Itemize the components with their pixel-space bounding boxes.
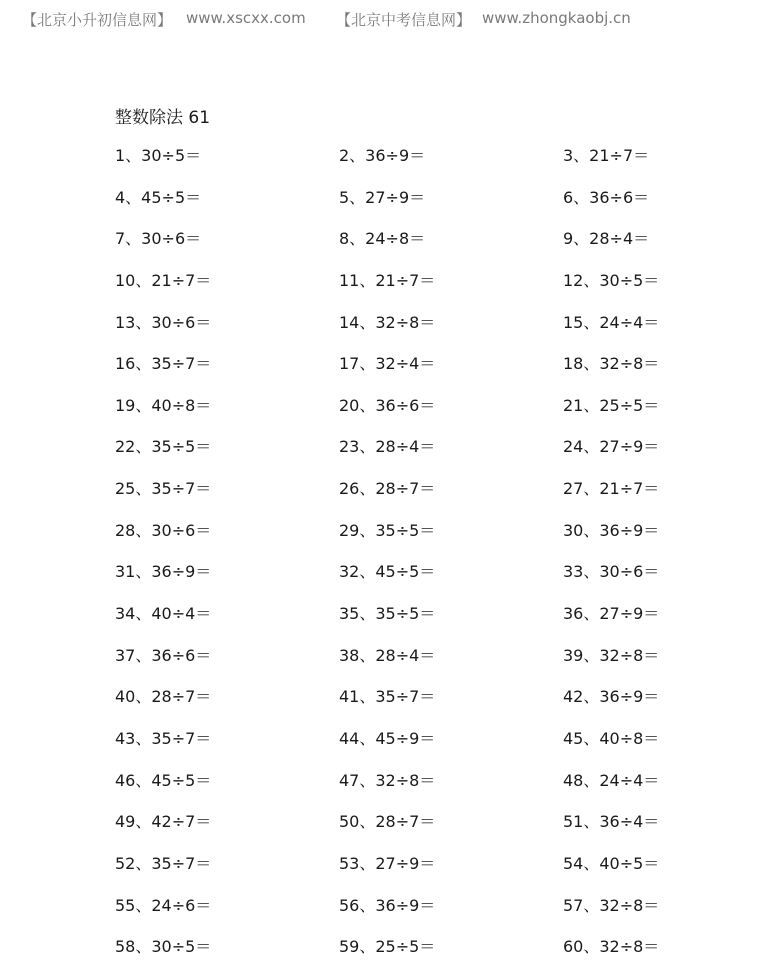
problem-item: 2、36÷9＝ <box>339 146 426 165</box>
problem-item: 17、32÷4＝ <box>339 354 436 374</box>
problem-item: 58、30÷5＝ <box>115 937 212 957</box>
problem-item: 3、21÷7＝ <box>563 146 650 165</box>
problem-item: 31、36÷9＝ <box>115 562 212 582</box>
problem-item: 48、24÷4＝ <box>563 770 660 790</box>
problem-item: 7、30÷6＝ <box>115 229 202 249</box>
problem-item: 60、32÷8＝ <box>563 937 660 957</box>
problem-item: 30、36÷9＝ <box>563 520 660 540</box>
problem-item: 36、27÷9＝ <box>563 604 660 624</box>
problem-item: 11、21÷7＝ <box>339 270 436 290</box>
problem-item: 37、36÷6＝ <box>115 645 212 665</box>
problem-item: 5、27÷9＝ <box>339 187 426 207</box>
problem-item: 20、36÷6＝ <box>339 395 436 415</box>
problem-item: 27、21÷7＝ <box>563 479 660 499</box>
problem-item: 22、35÷5＝ <box>115 437 212 457</box>
problem-item: 29、35÷5＝ <box>339 520 436 540</box>
problem-item: 21、25÷5＝ <box>563 395 660 415</box>
problem-item: 14、32÷8＝ <box>339 312 436 332</box>
problem-item: 26、28÷7＝ <box>339 479 436 499</box>
problem-item: 59、25÷5＝ <box>339 937 436 957</box>
problem-item: 6、36÷6＝ <box>563 187 650 207</box>
problem-item: 45、40÷8＝ <box>563 728 660 748</box>
site2-name: 【北京中考信息网】 <box>336 11 472 29</box>
problem-item: 41、35÷7＝ <box>339 687 436 707</box>
problem-item: 12、30÷5＝ <box>563 270 660 290</box>
problem-item: 24、27÷9＝ <box>563 437 660 457</box>
problem-item: 8、24÷8＝ <box>339 229 426 249</box>
problem-item: 56、36÷9＝ <box>339 895 436 915</box>
problem-item: 10、21÷7＝ <box>115 270 212 290</box>
problem-item: 38、28÷4＝ <box>339 645 436 665</box>
page-header <box>22 9 778 29</box>
site1-name: 【北京小升初信息网】 <box>22 11 173 29</box>
problem-item: 55、24÷6＝ <box>115 895 212 915</box>
worksheet-title: 整数除法 61 <box>115 108 211 128</box>
problem-item: 54、40÷5＝ <box>563 853 660 873</box>
problem-item: 19、40÷8＝ <box>115 395 212 415</box>
problem-item: 1、30÷5＝ <box>115 146 202 165</box>
problem-item: 33、30÷6＝ <box>563 562 660 582</box>
problem-item: 47、32÷8＝ <box>339 770 436 790</box>
problem-item: 43、35÷7＝ <box>115 728 212 748</box>
problem-item: 28、30÷6＝ <box>115 520 212 540</box>
problem-item: 46、45÷5＝ <box>115 770 212 790</box>
problem-item: 35、35÷5＝ <box>339 604 436 624</box>
site1-url[interactable]: www.xscxx.com <box>186 9 306 27</box>
problem-item: 51、36÷4＝ <box>563 812 660 832</box>
problem-item: 44、45÷9＝ <box>339 728 436 748</box>
problem-item: 23、28÷4＝ <box>339 437 436 457</box>
problem-item: 57、32÷8＝ <box>563 895 660 915</box>
problem-item: 53、27÷9＝ <box>339 853 436 873</box>
site2-url[interactable]: www.zhongkaobj.cn <box>482 9 631 27</box>
problem-item: 4、45÷5＝ <box>115 187 202 207</box>
problem-item: 39、32÷8＝ <box>563 645 660 665</box>
problem-item: 32、45÷5＝ <box>339 562 436 582</box>
problem-item: 9、28÷4＝ <box>563 229 650 249</box>
problem-item: 50、28÷7＝ <box>339 812 436 832</box>
problem-item: 52、35÷7＝ <box>115 853 212 873</box>
problem-grid <box>115 145 715 978</box>
problem-item: 40、28÷7＝ <box>115 687 212 707</box>
problem-item: 49、42÷7＝ <box>115 812 212 832</box>
problem-item: 13、30÷6＝ <box>115 312 212 332</box>
problem-item: 42、36÷9＝ <box>563 687 660 707</box>
problem-item: 25、35÷7＝ <box>115 479 212 499</box>
problem-item: 18、32÷8＝ <box>563 354 660 374</box>
problem-item: 34、40÷4＝ <box>115 604 212 624</box>
problem-item: 16、35÷7＝ <box>115 354 212 374</box>
problem-item: 15、24÷4＝ <box>563 312 660 332</box>
